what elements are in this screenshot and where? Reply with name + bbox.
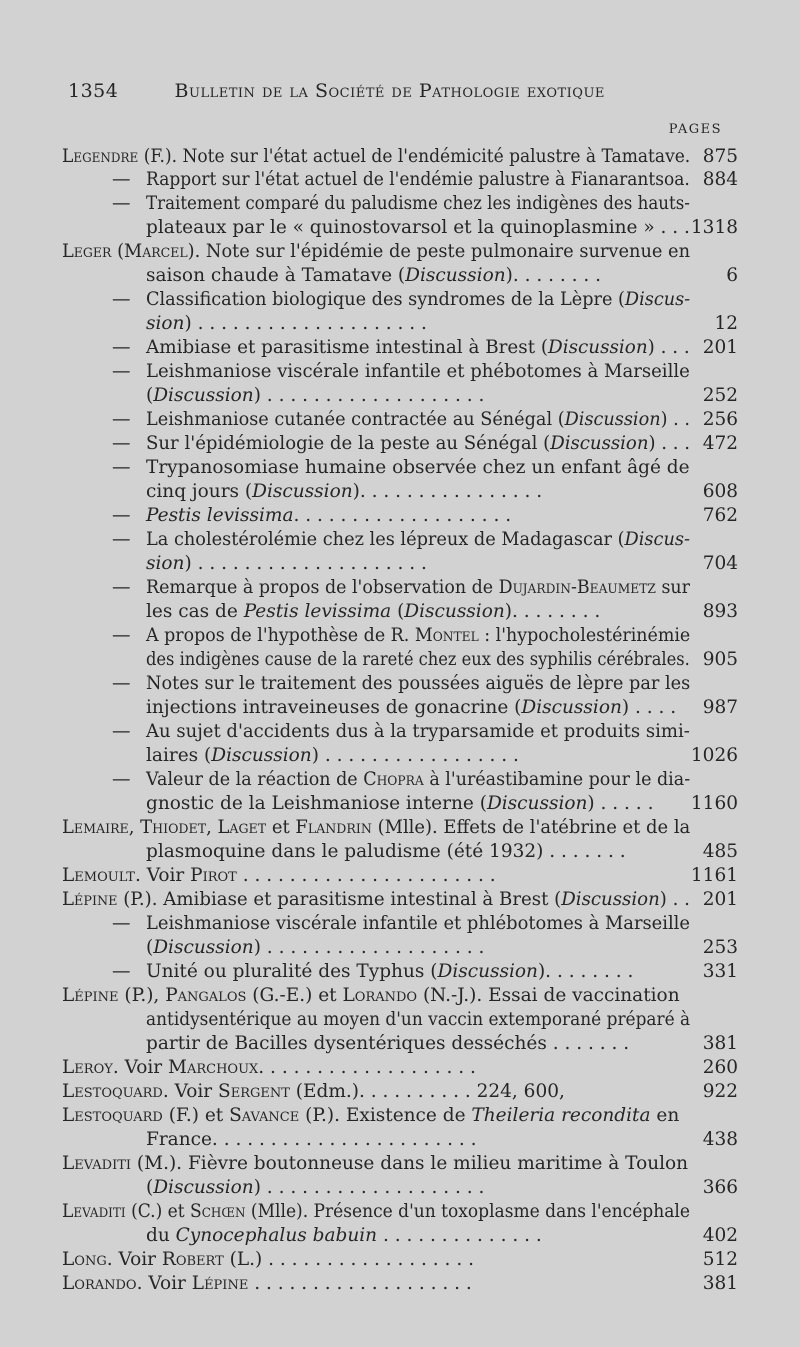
entry-fragment: ( xyxy=(391,601,405,622)
entry-fragment: Amibiase et parasitisme intestinal à Brest ( xyxy=(146,337,549,358)
entry-fragment: ). Note sur l'épidémie de peste pulmonaire survenue en xyxy=(187,241,691,262)
author-name: Chopra xyxy=(363,769,424,790)
author-name: Levaditi xyxy=(62,1153,132,1174)
entry-text xyxy=(146,577,690,599)
entry-text xyxy=(146,793,653,815)
page-ref: 6 xyxy=(726,265,738,286)
entry-fragment: . Voir xyxy=(134,865,191,886)
index-line xyxy=(0,169,800,191)
entry-text xyxy=(146,361,690,383)
index-line xyxy=(0,529,800,551)
entry-text xyxy=(62,1105,679,1127)
page-ref: 1026 xyxy=(690,745,738,766)
entry-fragment: France. . . . . . . . . . . . . . . . . . . . . . . xyxy=(146,1129,477,1150)
entry-fragment: La cholestérolémie chez les lépreux de Madagascar ( xyxy=(146,529,625,550)
entry-text xyxy=(146,313,427,335)
entry-text xyxy=(146,433,690,455)
entry-fragment: . Voir xyxy=(106,1249,162,1270)
index-line xyxy=(0,961,800,983)
index-line xyxy=(0,913,800,935)
page-ref: 252 xyxy=(702,385,738,406)
author-name: Lorando xyxy=(62,1273,137,1294)
author-name: Levaditi xyxy=(62,1201,126,1222)
entry-fragment: ) . . . . . . . . . . . . . . . . . . . xyxy=(253,385,485,406)
italic-text: Discussion xyxy=(405,265,506,286)
index-line xyxy=(0,937,800,959)
index-line xyxy=(0,553,800,575)
entry-text xyxy=(146,721,690,743)
entry-fragment: ) . . . . xyxy=(621,697,677,718)
author-name: Sergent xyxy=(218,1081,290,1102)
index-line xyxy=(0,1201,800,1223)
entry-fragment: antidysentérique au moyen d'un vaccin extemporané préparé à xyxy=(146,1009,691,1030)
entry-fragment: ) . . . . . . . . . . . . . . . . . . . xyxy=(253,937,485,958)
page-ref: 905 xyxy=(702,649,738,670)
ditto-dash: — xyxy=(112,169,131,190)
author-name: Marcel xyxy=(124,241,188,262)
entry-text xyxy=(62,146,690,168)
page-ref: 987 xyxy=(702,697,738,718)
author-name: Lemaire, Thiodet, Laget xyxy=(62,817,267,838)
entry-fragment: partir de Bacilles dysentériques desséchés . . . . . . . xyxy=(146,1033,630,1054)
index-line xyxy=(0,673,800,695)
index-line xyxy=(0,1081,800,1103)
italic-text: Pestis levissima xyxy=(243,601,392,622)
entry-fragment: Remarque à propos de l'observation de xyxy=(146,577,499,598)
index-line xyxy=(0,721,800,743)
italic-text: Discus- xyxy=(624,289,691,310)
entry-text xyxy=(62,985,680,1007)
entry-fragment: Notes sur le traitement des poussées aiguës de lèpre par les xyxy=(146,673,691,694)
entry-text xyxy=(146,553,427,575)
entry-fragment: ) . . xyxy=(660,409,690,430)
entry-text xyxy=(62,1081,565,1103)
index-line xyxy=(0,817,800,839)
italic-text: Discussion xyxy=(564,409,661,430)
page-ref: 485 xyxy=(702,841,738,862)
page-ref: 253 xyxy=(702,937,738,958)
index-line xyxy=(0,865,800,887)
ditto-dash: — xyxy=(112,529,131,550)
index-line xyxy=(0,649,800,671)
entry-fragment: cinq jours ( xyxy=(146,481,253,502)
entry-fragment: Rapport sur l'état actuel de l'endémie palustre à Fianarantsoa. xyxy=(146,169,690,190)
page-ref: 331 xyxy=(702,961,738,982)
author-name: Lestoquard xyxy=(62,1105,163,1126)
italic-text: Discussion xyxy=(153,1177,254,1198)
entry-fragment: à l'uréastibamine pour le dia- xyxy=(423,769,691,790)
entry-fragment: les cas de xyxy=(146,601,244,622)
entry-text xyxy=(146,937,484,959)
entry-fragment: ). . . . . . . . xyxy=(504,601,601,622)
entry-fragment: ). . . . . . . . xyxy=(505,265,602,286)
entry-fragment: ( xyxy=(111,241,125,262)
index-line xyxy=(0,769,800,791)
italic-text: sion xyxy=(146,313,185,334)
ditto-dash: — xyxy=(112,625,131,646)
entry-text xyxy=(62,817,690,839)
author-name: Lemoult xyxy=(62,865,135,886)
entry-fragment: . Voir xyxy=(136,1273,192,1294)
entry-fragment: . . . . . . . . . . . . . . . . . . . . . . xyxy=(236,865,496,886)
italic-text: Discus- xyxy=(624,529,690,550)
entry-text xyxy=(146,217,690,239)
entry-text xyxy=(146,601,600,623)
entry-fragment: Leishmaniose cutanée contractée au Sénégal ( xyxy=(146,409,565,430)
italic-text: Discussion xyxy=(550,433,649,454)
entry-text xyxy=(146,193,690,215)
entry-fragment: ) . . . xyxy=(647,337,690,358)
italic-text: Discussion xyxy=(521,697,622,718)
italic-text: Cynocephalus babuin xyxy=(175,1225,378,1246)
entry-text xyxy=(62,889,690,911)
index-line xyxy=(0,217,800,239)
entry-fragment: ) . . . . . . . . . . . . . . . . . . . xyxy=(253,1177,485,1198)
author-name: Marchoux xyxy=(168,1057,259,1078)
index-line xyxy=(0,241,800,263)
entry-text xyxy=(146,457,690,479)
index-line xyxy=(0,361,800,383)
entry-fragment: du xyxy=(146,1225,176,1246)
ditto-dash: — xyxy=(112,361,131,382)
entry-fragment: plateaux par le « quinostovarsol et la quinoplasmine » . . . xyxy=(146,217,690,238)
italic-text: Discussion xyxy=(548,337,648,358)
index-line xyxy=(0,1153,800,1175)
italic-text: Discussion xyxy=(211,745,312,766)
author-name: Lépine xyxy=(62,889,118,910)
entry-fragment: (P.), xyxy=(118,985,166,1006)
italic-text: Theileria recondita xyxy=(471,1105,651,1126)
ditto-dash: — xyxy=(112,193,131,214)
entry-text xyxy=(146,697,676,719)
ditto-dash: — xyxy=(112,577,131,598)
entry-fragment: . Voir xyxy=(162,1081,219,1102)
entry-fragment: ) . . xyxy=(659,889,690,910)
entry-text xyxy=(146,169,690,191)
author-name: Savance xyxy=(229,1105,300,1126)
entry-fragment: laires ( xyxy=(146,745,212,766)
index-line xyxy=(0,793,800,815)
entry-text xyxy=(146,841,626,863)
entry-fragment: ) . . . . . xyxy=(587,793,654,814)
author-name: Pangalos xyxy=(165,985,247,1006)
page-ref: 381 xyxy=(702,1273,738,1294)
index-line xyxy=(0,889,800,911)
index-line xyxy=(0,146,800,168)
entry-fragment: ) . . . . . . . . . . . . . . . . . xyxy=(311,745,519,766)
entry-fragment: Classification biologique des syndromes de la Lèpre ( xyxy=(146,289,625,310)
index-line xyxy=(0,745,800,767)
author-name: Pirot xyxy=(190,865,237,886)
entry-fragment: (C.) et xyxy=(125,1201,191,1222)
page-ref: 366 xyxy=(702,1177,738,1198)
page-ref: 762 xyxy=(702,505,738,526)
entry-text xyxy=(146,673,690,695)
page-ref: 512 xyxy=(702,1249,738,1270)
entry-fragment: (N.-J.). Essai de vaccination xyxy=(417,985,680,1006)
index-line xyxy=(0,1273,800,1295)
entry-fragment: saison chaude à Tamatave ( xyxy=(146,265,406,286)
italic-text: Discussion xyxy=(437,961,538,982)
entry-text xyxy=(62,241,690,263)
author-name: Lorando xyxy=(342,985,418,1006)
ditto-dash: — xyxy=(112,505,131,526)
page-ref: 201 xyxy=(702,337,738,358)
entry-text xyxy=(146,1033,629,1055)
index-line xyxy=(0,601,800,623)
entry-fragment: ( xyxy=(146,937,154,958)
entry-text xyxy=(62,1201,690,1223)
entry-fragment: . . . . . . . . . . . . . . . . . . . xyxy=(293,505,512,526)
index-line xyxy=(0,985,800,1007)
index-line xyxy=(0,1105,800,1127)
page-ref: 1160 xyxy=(690,793,738,814)
ditto-dash: — xyxy=(112,961,131,982)
index-line xyxy=(0,505,800,527)
entry-fragment: (M.). Fièvre boutonneuse dans le milieu maritime à Toulon xyxy=(131,1153,689,1174)
entry-fragment: . Voir xyxy=(112,1057,169,1078)
ditto-dash: — xyxy=(112,289,131,310)
author-name: Legendre xyxy=(62,146,139,167)
index-line xyxy=(0,313,800,335)
index-line xyxy=(0,697,800,719)
entry-fragment: . . . . . . . . . . . . . . . . . . . xyxy=(248,1273,472,1294)
index-line xyxy=(0,1057,800,1079)
entry-fragment: (L.) . . . . . . . . . . . . . . . . . . xyxy=(223,1249,474,1270)
entry-text xyxy=(146,961,633,983)
entry-fragment: Trypanosomiase humaine observée chez un enfant âgé de xyxy=(146,457,690,478)
entry-fragment: (F.) et xyxy=(162,1105,230,1126)
page-ref: 875 xyxy=(702,146,738,167)
ditto-dash: — xyxy=(112,433,131,454)
entry-fragment: (P.). Amibiase et parasitisme intestinal à Brest ( xyxy=(117,889,562,910)
ditto-dash: — xyxy=(112,457,131,478)
index-line xyxy=(0,625,800,647)
entry-text xyxy=(62,1057,476,1079)
italic-text: Pestis levissima xyxy=(146,505,294,526)
page-ref: 201 xyxy=(702,889,738,910)
entry-text xyxy=(62,1273,472,1295)
entry-fragment: (Edm.). . . . . . . . . . 224, 600, xyxy=(289,1081,565,1102)
page-ref: 260 xyxy=(702,1057,738,1078)
entry-fragment: ( xyxy=(146,1177,154,1198)
entry-text xyxy=(146,1129,477,1151)
entry-fragment: Traitement comparé du paludisme chez les indigènes des hauts- xyxy=(146,193,690,214)
entry-fragment: Au sujet d'accidents dus à la tryparsamide et produits simi- xyxy=(146,721,690,742)
entry-fragment: ) . . . . . . . . . . . . . . . . . . . . xyxy=(184,313,427,334)
index-line xyxy=(0,1177,800,1199)
index-line xyxy=(0,577,800,599)
ditto-dash: — xyxy=(112,337,131,358)
entry-fragment: sur xyxy=(655,577,690,598)
entry-fragment: . . . . . . . . . . . . . . xyxy=(377,1225,542,1246)
index-line xyxy=(0,1129,800,1151)
entry-fragment: A propos de l'hypothèse de R. xyxy=(146,625,415,646)
entry-fragment: Valeur de la réaction de xyxy=(146,769,364,790)
entry-text xyxy=(146,481,542,503)
entry-text xyxy=(146,409,690,431)
page-ref: 256 xyxy=(702,409,738,430)
page-ref: 884 xyxy=(702,169,738,190)
entry-fragment: Leishmaniose viscérale infantile et phlébotomes à Marseille xyxy=(146,913,690,934)
italic-text: Discussion xyxy=(153,937,254,958)
italic-text: sion xyxy=(146,553,185,574)
ditto-dash: — xyxy=(112,409,131,430)
author-name: Lestoquard xyxy=(62,1081,163,1102)
author-name: Lépine xyxy=(191,1273,249,1294)
author-name: Schœn xyxy=(190,1201,246,1222)
entry-fragment: ( xyxy=(146,385,154,406)
journal-title: Bulletin de la Société de Pathologie exotique xyxy=(174,80,605,102)
index-line xyxy=(0,1009,800,1031)
index-line xyxy=(0,481,800,503)
entry-fragment: : l'hypocholestérinémie xyxy=(478,625,691,646)
entry-text xyxy=(146,505,511,527)
italic-text: Discussion xyxy=(486,793,588,814)
page-ref: 438 xyxy=(702,1129,738,1150)
author-name: Montel xyxy=(414,625,479,646)
index-line xyxy=(0,841,800,863)
entry-text xyxy=(62,1153,688,1175)
ditto-dash: — xyxy=(112,769,131,790)
entry-fragment: (Mlle). Effets de l'atébrine et de la xyxy=(371,817,691,838)
entry-text xyxy=(146,1177,484,1199)
index-line xyxy=(0,433,800,455)
index-line xyxy=(0,289,800,311)
page-ref: 922 xyxy=(702,1081,738,1102)
entry-text xyxy=(146,769,690,791)
page-ref: 402 xyxy=(702,1225,738,1246)
entry-fragment: gnostic de la Leishmaniose interne ( xyxy=(146,793,487,814)
page-ref: 1161 xyxy=(690,865,738,886)
ditto-dash: — xyxy=(112,721,131,742)
author-name: Robert xyxy=(161,1249,224,1270)
page-ref: 381 xyxy=(702,1033,738,1054)
author-name: Long xyxy=(62,1249,107,1270)
entry-fragment: (Mlle). Présence d'un toxoplasme dans l'encéphale xyxy=(245,1201,690,1222)
entry-fragment: injections intraveineuses de gonacrine ( xyxy=(146,697,522,718)
author-name: Leger xyxy=(62,241,112,262)
page-ref: 472 xyxy=(702,433,738,454)
entry-text xyxy=(146,625,690,647)
entry-text xyxy=(146,1225,542,1247)
entry-fragment: Leishmaniose viscérale infantile et phébotomes à Marseille xyxy=(146,361,690,382)
entry-fragment: Unité ou pluralité des Typhus ( xyxy=(146,961,438,982)
entry-fragment: . . . . . . . . . . . . . . . . . . . xyxy=(258,1057,476,1078)
entry-fragment: (P.). Existence de xyxy=(299,1105,472,1126)
entry-fragment: ) . . . . . . . . . . . . . . . . . . . . xyxy=(184,553,427,574)
entry-text xyxy=(146,385,484,407)
index-line xyxy=(0,409,800,431)
entry-fragment: ). . . . . . . . . . . . . . . . xyxy=(352,481,543,502)
entry-text xyxy=(62,1249,474,1271)
entry-fragment: en xyxy=(650,1105,680,1126)
entry-fragment: plasmoquine dans le paludisme (été 1932) . . . . . . . xyxy=(146,841,626,862)
entry-fragment: ) . . . xyxy=(648,433,691,454)
author-name: Lépine xyxy=(62,985,119,1006)
ditto-dash: — xyxy=(112,913,131,934)
index-line xyxy=(0,1225,800,1247)
entry-text xyxy=(146,745,519,767)
author-name: Dujardin-Beaumetz xyxy=(498,577,656,598)
entry-fragment: (G.-E.) et xyxy=(246,985,343,1006)
page-ref: 608 xyxy=(702,481,738,502)
italic-text: Discussion xyxy=(404,601,505,622)
entry-fragment: et xyxy=(266,817,296,838)
entry-text xyxy=(146,529,690,551)
index-line xyxy=(0,337,800,359)
entry-text xyxy=(146,1009,690,1031)
page-ref: 704 xyxy=(702,553,738,574)
entry-text xyxy=(146,265,601,287)
ditto-dash: — xyxy=(112,673,131,694)
entry-text xyxy=(146,649,690,671)
entry-fragment: ). . . . . . . . xyxy=(537,961,634,982)
author-name: Leroy xyxy=(62,1057,113,1078)
entry-text xyxy=(62,865,496,887)
index-line xyxy=(0,265,800,287)
index-line xyxy=(0,1249,800,1271)
page-number: 1354 xyxy=(68,80,119,102)
index-line xyxy=(0,385,800,407)
entry-text xyxy=(146,289,690,311)
page-ref: 1318 xyxy=(690,217,738,238)
entry-text xyxy=(146,337,690,359)
entry-fragment: (F.). Note sur l'état actuel de l'endémicité palustre à Tamatave. xyxy=(138,146,691,167)
page-ref: 12 xyxy=(714,313,738,334)
index-line xyxy=(0,1033,800,1055)
entry-fragment: des indigènes cause de la rareté chez eux des syphilis cérébrales. xyxy=(146,649,690,670)
entry-text xyxy=(146,913,690,935)
page-ref: 893 xyxy=(702,601,738,622)
pages-column-label: PAGES xyxy=(668,122,722,137)
index-line xyxy=(0,457,800,479)
index-line xyxy=(0,193,800,215)
italic-text: Discussion xyxy=(153,385,254,406)
author-name: Flandrin xyxy=(295,817,372,838)
italic-text: Discussion xyxy=(561,889,660,910)
entry-fragment: Sur l'épidémiologie de la peste au Sénégal ( xyxy=(146,433,551,454)
italic-text: Discussion xyxy=(252,481,353,502)
